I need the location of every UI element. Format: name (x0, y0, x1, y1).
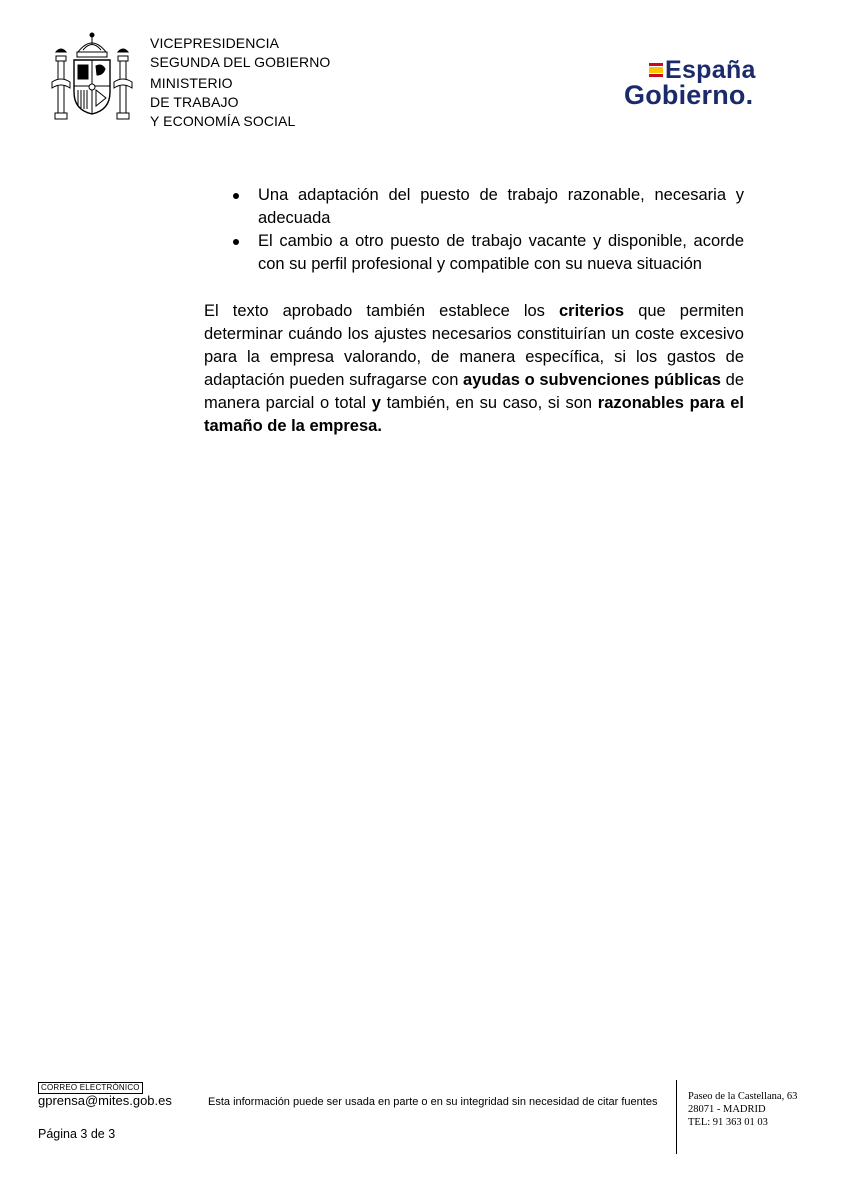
email-label: CORREO ELECTRÓNICO (38, 1082, 143, 1094)
address-block (688, 1090, 797, 1129)
bullet-icon (233, 239, 239, 245)
footer-divider (676, 1080, 677, 1154)
address-line: 28071 - MADRID (688, 1104, 766, 1115)
espana-gobierno-logo (624, 56, 794, 110)
address-line: TEL: 91 363 01 03 (688, 1117, 768, 1128)
ministry-line: VICEPRESIDENCIA (150, 35, 280, 51)
address-line: Paseo de la Castellana, 63 (688, 1091, 798, 1102)
flag-stripe (649, 63, 663, 66)
usage-notice: Esta información puede ser usada en parte o en su integridad sin necesidad de citar fuentes (208, 1096, 658, 1108)
text-run: de manera parcial o total (204, 371, 745, 412)
list-item-text: Una adaptación del puesto de trabajo razonable, necesaria y adecuada (258, 186, 744, 227)
bold-text: y (371, 394, 381, 412)
page-number: Página 3 de 3 (38, 1127, 116, 1141)
flag-stripe (649, 74, 663, 77)
bold-text: razonables para el tamaño de la empresa. (204, 394, 744, 435)
list-item (258, 230, 744, 276)
body-paragraph (204, 300, 744, 438)
flag-stripe (649, 67, 663, 73)
ministry-line: Y ECONOMÍA SOCIAL (150, 113, 296, 129)
text-run: que permiten determinar cuándo los ajustes necesarios constituirían un coste excesivo para la empresa valorando, de manera específica, si los gastos de adaptación pueden sufragarse con (204, 302, 744, 389)
document-body (204, 184, 744, 455)
ministry-line: SEGUNDA DEL GOBIERNO (150, 54, 331, 70)
text-run: El texto aprobado también establece los (204, 302, 559, 320)
ministry-line: MINISTERIO (150, 75, 233, 91)
ministry-header (150, 34, 330, 131)
ministry-line: DE TRABAJO (150, 94, 239, 110)
bold-text: ayudas o subvenciones públicas (463, 371, 721, 389)
list-item (258, 184, 744, 230)
email-link[interactable]: gprensa@mites.gob.es (38, 1093, 172, 1108)
logo-line-1: España (665, 56, 756, 84)
list-item-text: El cambio a otro puesto de trabajo vacante y disponible, acorde con su perfil profesional y compatible con su nueva situación (258, 232, 744, 273)
coat-of-arms-icon (50, 30, 134, 126)
text-run: también, en su caso, si son (380, 394, 598, 412)
logo-line-2: Gobierno. (624, 80, 754, 110)
bullet-list (204, 184, 744, 276)
bold-text: criterios (559, 302, 625, 320)
bullet-icon (233, 193, 239, 199)
